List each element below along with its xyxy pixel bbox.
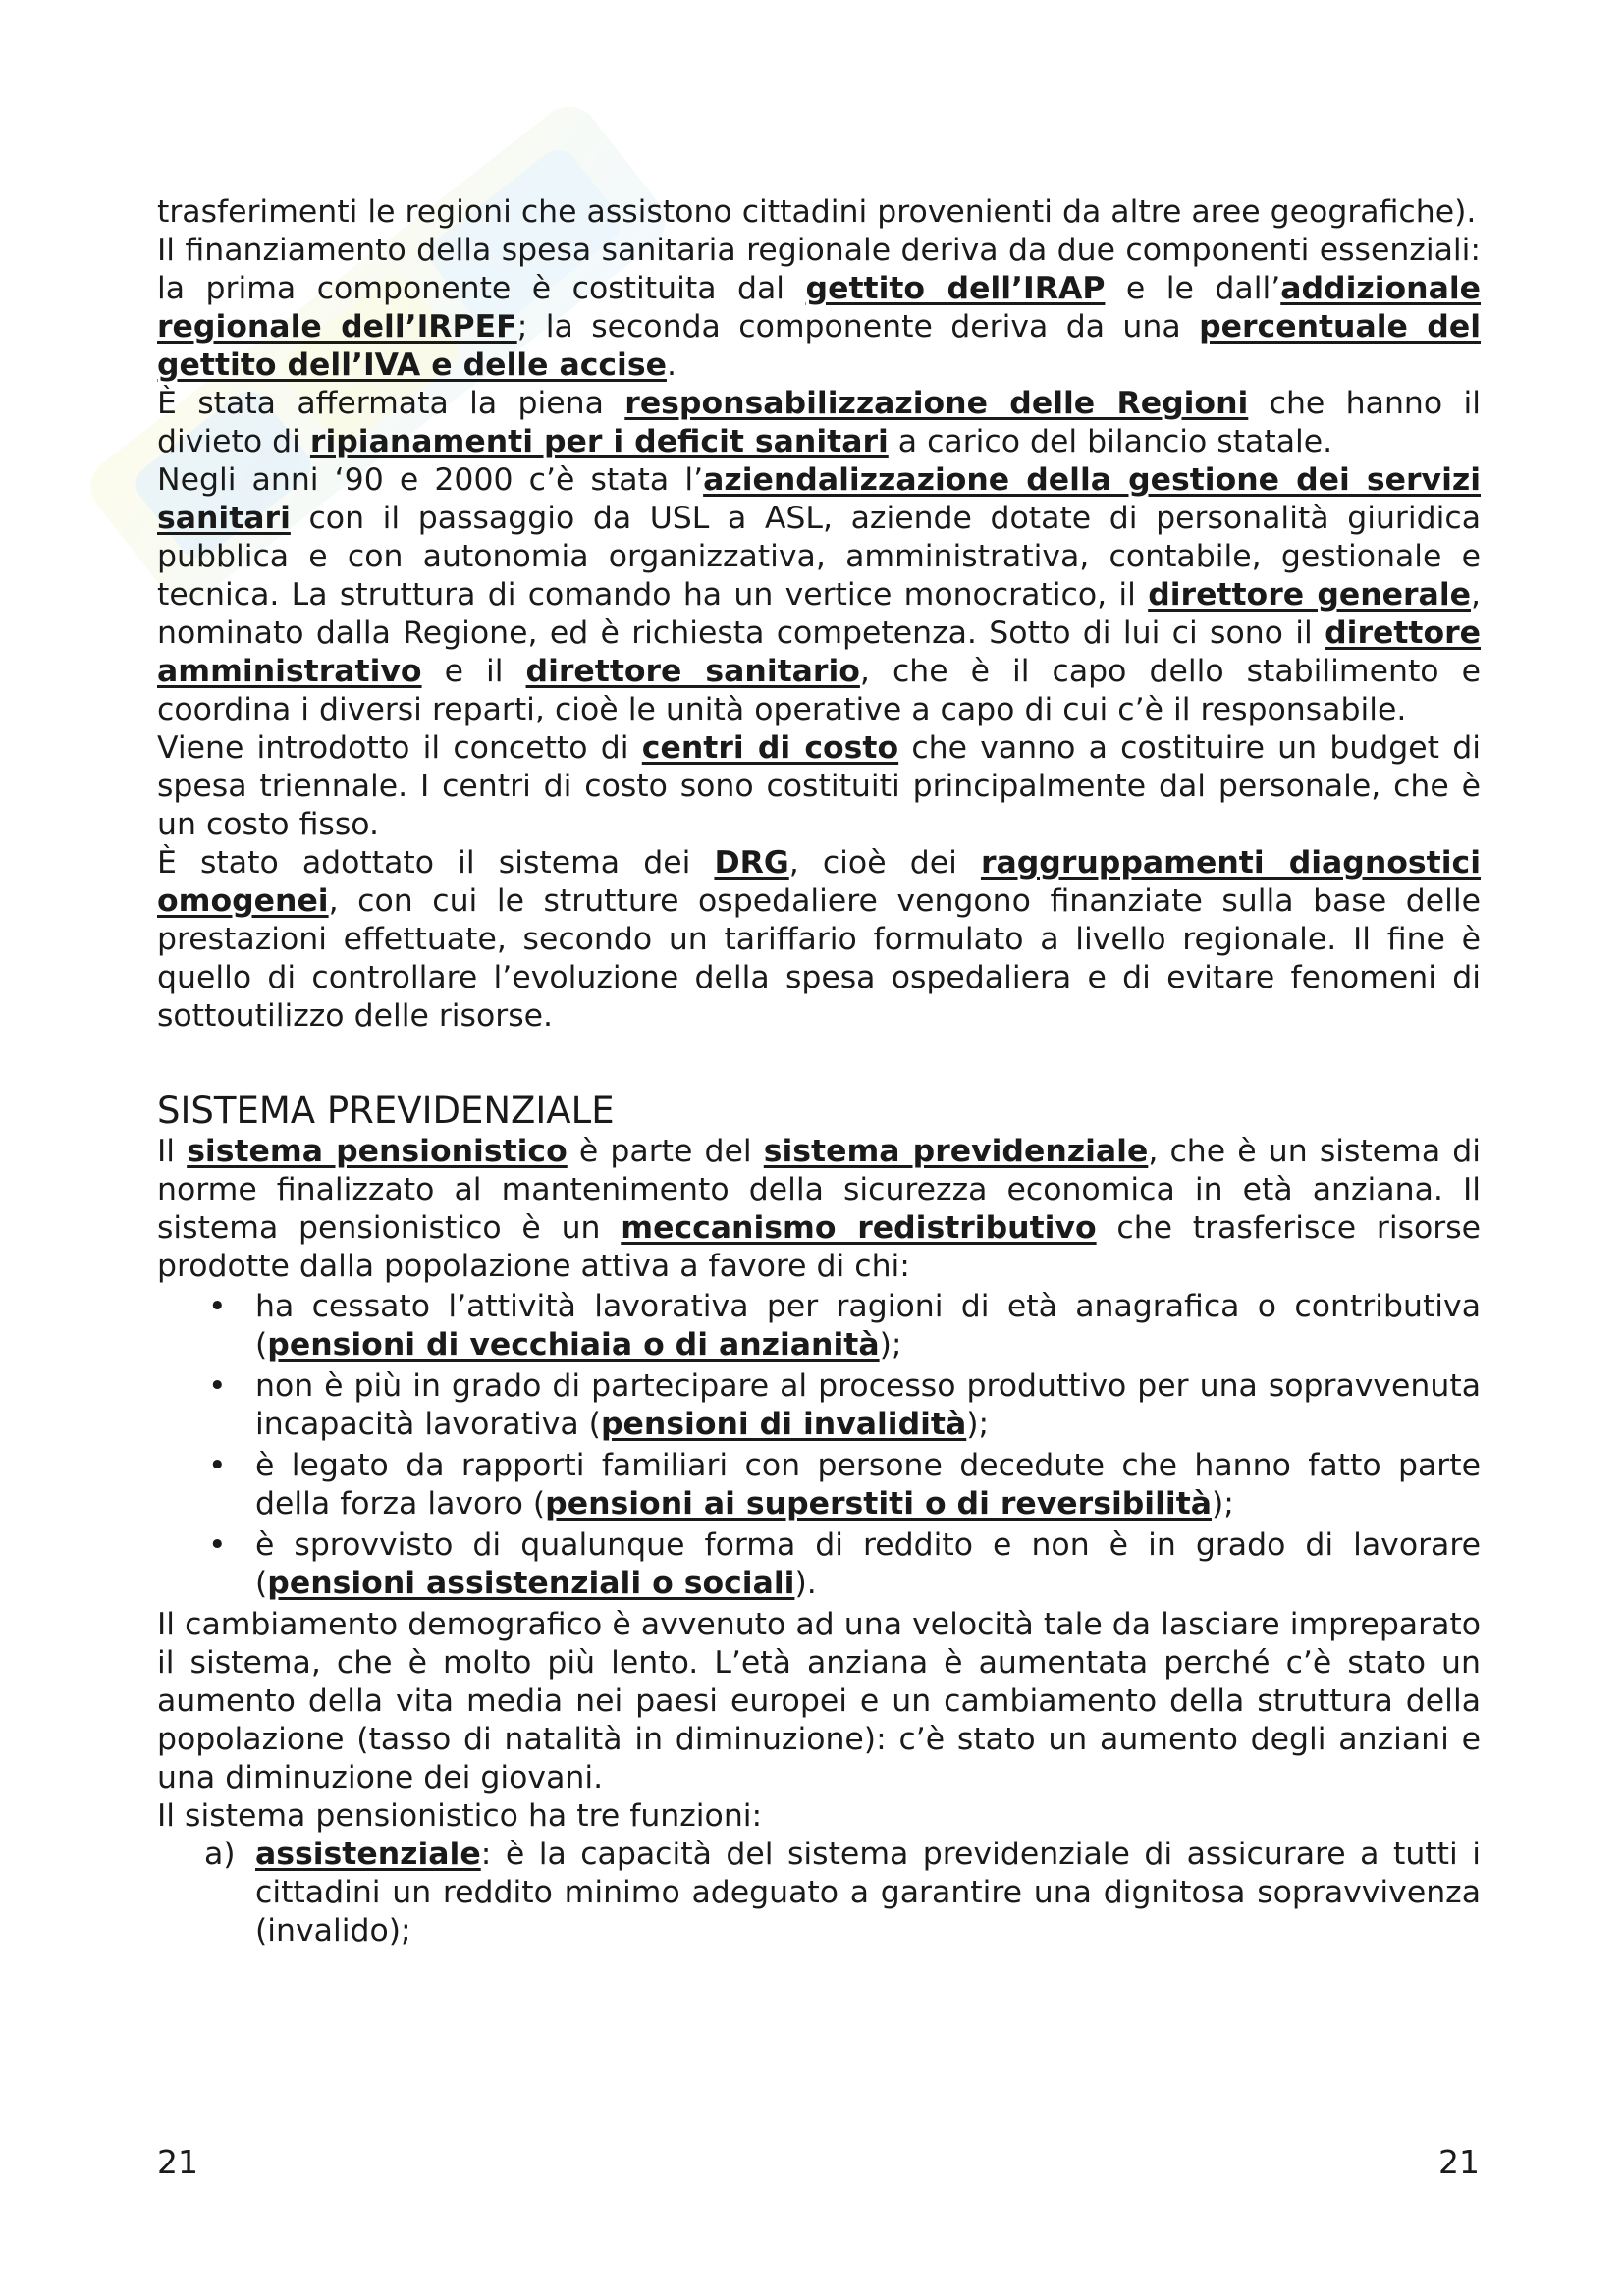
key-term: sistema previdenziale <box>763 1134 1149 1169</box>
pension-functions-list <box>157 1836 1481 1950</box>
text-span: è legato da rapporti familiari con persone decedute che hanno fatto parte della forza lavoro ( <box>255 1448 1481 1522</box>
list-item <box>157 1526 1481 1603</box>
text-span: e il <box>421 654 526 689</box>
key-term: direttore sanitario <box>525 654 860 689</box>
page-number-left: 21 <box>157 2143 198 2181</box>
document-body <box>157 193 1481 1950</box>
key-term: centri di costo <box>641 730 899 766</box>
text-span: ); <box>879 1327 902 1362</box>
text-span: Negli anni ‘90 e 2000 c’è stata l’ <box>157 462 704 498</box>
list-item <box>157 1288 1481 1364</box>
text-span: con il passaggio da USL a ASL, aziende dotate di personalità giuridica pubblica e con autonomia organizzativa, amministrativa, contabile, gestionale e tecnica. La struttura di comando ha un vertice monocratico, il <box>157 501 1481 613</box>
text-span: , con cui le strutture ospedaliere vengono finanziate sulla base delle prestazioni effettuate, secondo un tariffario formulato a livello regionale. Il fine è quello di controllare l’evoluzione della spesa ospedaliera e di evitare fenomeni di sottoutilizzo delle risorse. <box>157 883 1481 1034</box>
key-term: aziendalizzazione della gestione dei servizi sanitari <box>157 462 1481 536</box>
text-span: che vanno a costituire un budget di spesa triennale. I centri di costo sono costituiti principalmente dal personale, che è un costo fisso. <box>157 730 1481 842</box>
paragraph-pension-system <box>157 1133 1481 1286</box>
section-heading: SISTEMA PREVIDENZIALE <box>157 1090 615 1132</box>
text-span: È stato adottato il sistema dei <box>157 845 715 881</box>
key-term: pensioni assistenziali o sociali <box>267 1566 795 1601</box>
page-number-right: 21 <box>1438 2143 1480 2181</box>
key-term: pensioni di invalidità <box>600 1407 967 1442</box>
text-span: trasferimenti le regioni che assistono cittadini provenienti da altre aree geografiche). <box>157 194 1477 230</box>
key-term: pensioni ai superstiti o di reversibilità <box>545 1486 1213 1522</box>
bullet-icon: • <box>208 1448 227 1483</box>
text-span: ; la seconda componente deriva da una <box>516 309 1200 345</box>
bullet-icon: • <box>208 1289 227 1324</box>
paragraph-cost-centers <box>157 729 1481 844</box>
key-term: direttore amministrativo <box>157 615 1481 689</box>
paragraph-demographic-change <box>157 1606 1481 1797</box>
paragraph-drg <box>157 844 1481 1036</box>
key-term: meccanismo redistributivo <box>621 1210 1097 1246</box>
text-span: , che è un sistema di norme finalizzato al mantenimento della sicurezza economica in età anziana. Il sistema pensionistico è un <box>157 1134 1481 1246</box>
paragraph-financing <box>157 232 1481 385</box>
key-term: raggruppamenti diagnostici omogenei <box>157 845 1481 919</box>
text-span: e le dall’ <box>1105 271 1281 306</box>
text-span: ). <box>794 1566 817 1601</box>
paragraph-responsibility <box>157 385 1481 461</box>
text-span: Viene introdotto il concetto di <box>157 730 642 766</box>
paragraph-functions-intro <box>157 1797 1481 1836</box>
list-marker: a) <box>204 1837 236 1872</box>
text-span: Il finanziamento della spesa sanitaria regionale deriva da due componenti essenziali: la prima componente è costituita dal <box>157 233 1481 306</box>
key-term: ripianamenti per i deficit sanitari <box>309 424 889 459</box>
key-term: pensioni di vecchiaia o di anzianità <box>267 1327 880 1362</box>
key-term: gettito dell’IRAP <box>805 271 1106 306</box>
text-span: , che è il capo dello stabilimento e coordina i diversi reparti, cioè le unità operative a capo di cui c’è il responsabile. <box>157 654 1481 727</box>
bullet-icon: • <box>208 1368 227 1404</box>
text-span: , nominato dalla Regione, ed è richiesta competenza. Sotto di lui ci sono il <box>157 577 1481 651</box>
paragraph-transfers <box>157 193 1481 232</box>
text-span: a carico del bilancio statale. <box>888 424 1333 459</box>
pension-beneficiaries-list <box>157 1288 1481 1603</box>
text-span: Il <box>157 1134 188 1169</box>
text-span: , cioè dei <box>788 845 981 881</box>
key-term: sistema pensionistico <box>187 1134 568 1169</box>
text-span: È stata affermata la piena <box>157 386 625 421</box>
text-span: ); <box>966 1407 990 1442</box>
text-span: non è più in grado di partecipare al processo produttivo per una sopravvenuta incapacità lavorativa ( <box>255 1368 1481 1442</box>
key-term: responsabilizzazione delle Regioni <box>624 386 1249 421</box>
text-span: che hanno il divieto di <box>157 386 1481 459</box>
list-item <box>157 1447 1481 1523</box>
text-span: ha cessato l’attività lavorativa per ragioni di età anagrafica o contributiva ( <box>255 1289 1481 1362</box>
text-span: è parte del <box>567 1134 764 1169</box>
paragraph-aziendalizzazione <box>157 461 1481 729</box>
list-item <box>157 1836 1481 1950</box>
text-span: è sprovvisto di qualunque forma di reddito e non è in grado di lavorare ( <box>255 1527 1481 1601</box>
bullet-icon: • <box>208 1527 227 1563</box>
key-term: direttore generale <box>1148 577 1471 613</box>
key-term: percentuale del gettito dell’IVA e delle accise <box>157 309 1481 383</box>
key-term: DRG <box>714 845 789 881</box>
key-term: assistenziale <box>255 1837 481 1872</box>
key-term: addizionale regionale dell’IRPEF <box>157 271 1482 345</box>
text-span: Il cambiamento demografico è avvenuto ad una velocità tale da lasciare impreparato il sistema, che è molto più lento. L’età anziana è aumentata perché c’è stato un aumento della vita media nei paesi europei e un cambiamento della struttura della popolazione (tasso di natalità in diminuzione): c’è stato un aumento degli anziani e una diminuzione dei giovani. <box>157 1607 1481 1795</box>
text-span: ); <box>1212 1486 1234 1522</box>
list-item <box>157 1367 1481 1444</box>
text-span: : è la capacità del sistema previdenziale di assicurare a tutti i cittadini un reddito minimo adeguato a garantire una dignitosa sopravvivenza (invalido); <box>255 1837 1481 1949</box>
text-span: che trasferisce risorse prodotte dalla popolazione attiva a favore di chi: <box>157 1210 1481 1284</box>
text-span: . <box>666 347 676 383</box>
text-span: Il sistema pensionistico ha tre funzioni: <box>157 1798 763 1834</box>
